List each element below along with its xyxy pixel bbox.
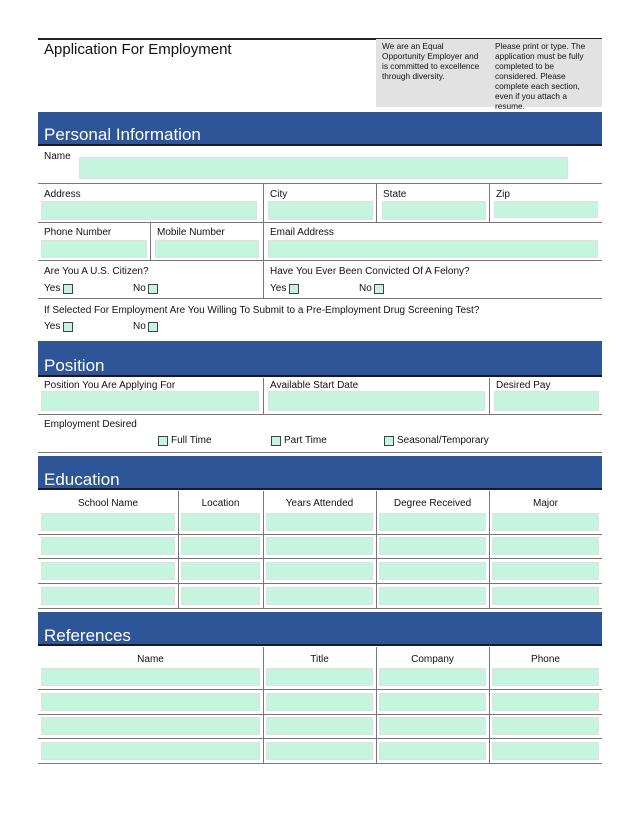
divider [489, 647, 490, 764]
reference-cell-field[interactable] [492, 717, 599, 735]
state-field[interactable] [382, 201, 486, 220]
reference-cell-field[interactable] [492, 693, 599, 711]
education-cell-field[interactable] [181, 562, 260, 580]
citizen-no-checkbox[interactable] [148, 284, 158, 294]
name-field[interactable] [79, 157, 568, 179]
reference-cell-field[interactable] [266, 668, 373, 686]
divider [178, 491, 179, 609]
education-row-divider [38, 608, 602, 609]
divider [263, 223, 264, 260]
divider [489, 378, 490, 414]
part-time-label: Part Time [284, 435, 327, 446]
mobile-label: Mobile Number [157, 227, 225, 238]
full-time-label: Full Time [171, 435, 212, 446]
edu-col-major: Major [532, 498, 558, 509]
divider [263, 378, 264, 414]
felony-no-label: No [359, 283, 372, 294]
reference-cell-field[interactable] [492, 742, 599, 760]
ref-col-name: Name [137, 654, 164, 665]
divider [376, 491, 377, 609]
citizen-question: Are You A U.S. Citizen? [44, 266, 149, 277]
zip-field[interactable] [494, 201, 598, 218]
city-label: City [270, 189, 288, 200]
education-cell-field[interactable] [266, 587, 373, 605]
edu-col-location: Location [201, 498, 240, 509]
education-cell-field[interactable] [266, 513, 373, 531]
position-heading: Position [38, 341, 602, 377]
equal-opportunity-note: We are an Equal Opportunity Employer and is committed to excellence through diversity. [382, 41, 480, 81]
education-cell-field[interactable] [266, 537, 373, 555]
address-label: Address [44, 189, 81, 200]
education-cell-field[interactable] [492, 537, 599, 555]
divider [38, 183, 602, 184]
drug-no-checkbox[interactable] [148, 322, 158, 332]
position-applying-field[interactable] [41, 391, 259, 411]
citizen-no-label: No [133, 283, 146, 294]
divider [489, 184, 490, 222]
phone-field[interactable] [41, 240, 147, 258]
instructions-note: Please print or type. The application must be fully completed to be considered. Please complete each section, even if you attach a resume. [495, 41, 586, 111]
employment-desired-label: Employment Desired [44, 419, 137, 430]
reference-cell-field[interactable] [379, 742, 486, 760]
reference-cell-field[interactable] [266, 693, 373, 711]
education-row-divider [38, 558, 602, 559]
divider [38, 414, 602, 415]
felony-yes-label: Yes [270, 283, 287, 294]
reference-row-divider [38, 689, 602, 690]
start-date-field[interactable] [268, 391, 485, 411]
education-cell-field[interactable] [379, 513, 486, 531]
position-applying-label: Position You Are Applying For [44, 380, 176, 391]
education-cell-field[interactable] [492, 562, 599, 580]
city-field[interactable] [268, 201, 373, 220]
reference-row-divider [38, 738, 602, 739]
reference-cell-field[interactable] [41, 742, 260, 760]
desired-pay-field[interactable] [494, 391, 599, 411]
ref-col-company: Company [411, 654, 454, 665]
reference-cell-field[interactable] [41, 693, 260, 711]
education-cell-field[interactable] [379, 562, 486, 580]
education-cell-field[interactable] [41, 562, 175, 580]
drug-yes-label: Yes [44, 321, 61, 332]
education-cell-field[interactable] [266, 562, 373, 580]
reference-cell-field[interactable] [379, 717, 486, 735]
email-field[interactable] [268, 240, 598, 258]
reference-cell-field[interactable] [41, 668, 260, 686]
education-cell-field[interactable] [379, 537, 486, 555]
divider [263, 261, 264, 298]
reference-cell-field[interactable] [266, 742, 373, 760]
state-label: State [383, 189, 407, 200]
seasonal-label: Seasonal/Temporary [397, 435, 489, 446]
education-cell-field[interactable] [41, 537, 175, 555]
drug-no-label: No [133, 321, 146, 332]
page-title: Application For Employment [44, 41, 232, 58]
reference-cell-field[interactable] [379, 668, 486, 686]
reference-cell-field[interactable] [492, 668, 599, 686]
zip-label: Zip [496, 189, 510, 200]
divider [150, 223, 151, 260]
education-heading: Education [38, 456, 602, 490]
citizen-yes-checkbox[interactable] [63, 284, 73, 294]
education-cell-field[interactable] [379, 587, 486, 605]
reference-row-divider [38, 714, 602, 715]
edu-col-years: Years Attended [285, 498, 354, 509]
divider [38, 260, 602, 261]
start-date-label: Available Start Date [270, 380, 359, 391]
ref-col-title: Title [310, 654, 329, 665]
email-label: Email Address [270, 227, 334, 238]
reference-cell-field[interactable] [379, 693, 486, 711]
education-cell-field[interactable] [492, 513, 599, 531]
education-row-divider [38, 534, 602, 535]
mobile-field[interactable] [155, 240, 259, 258]
edu-col-school: School Name [77, 498, 139, 509]
divider [38, 298, 602, 299]
ref-col-phone: Phone [531, 654, 560, 665]
drug-test-question: If Selected For Employment Are You Willing To Submit to a Pre-Employment Drug Screening Test? [44, 305, 480, 316]
divider [489, 491, 490, 609]
address-field[interactable] [41, 201, 257, 220]
desired-pay-label: Desired Pay [496, 380, 551, 391]
reference-cell-field[interactable] [266, 717, 373, 735]
divider [38, 452, 602, 453]
education-row-divider [38, 583, 602, 584]
felony-question: Have You Ever Been Convicted Of A Felony? [270, 266, 470, 277]
divider [376, 647, 377, 764]
divider [263, 491, 264, 609]
education-cell-field[interactable] [492, 587, 599, 605]
references-heading: References [38, 612, 602, 646]
edu-col-degree: Degree Received [393, 498, 472, 509]
divider [263, 184, 264, 222]
name-label: Name [44, 151, 71, 162]
seasonal-checkbox[interactable] [384, 436, 394, 446]
citizen-yes-label: Yes [44, 283, 61, 294]
personal-info-heading: Personal Information [38, 112, 602, 146]
education-cell-field[interactable] [181, 513, 260, 531]
education-cell-field[interactable] [41, 587, 175, 605]
reference-cell-field[interactable] [41, 717, 260, 735]
part-time-checkbox[interactable] [271, 436, 281, 446]
phone-label: Phone Number [44, 227, 112, 238]
drug-yes-checkbox[interactable] [63, 322, 73, 332]
education-cell-field[interactable] [181, 537, 260, 555]
felony-yes-checkbox[interactable] [289, 284, 299, 294]
felony-no-checkbox[interactable] [374, 284, 384, 294]
reference-row-divider [38, 763, 602, 764]
education-cell-field[interactable] [41, 513, 175, 531]
divider [38, 222, 602, 223]
divider [376, 184, 377, 222]
full-time-checkbox[interactable] [158, 436, 168, 446]
education-cell-field[interactable] [181, 587, 260, 605]
divider [263, 647, 264, 764]
